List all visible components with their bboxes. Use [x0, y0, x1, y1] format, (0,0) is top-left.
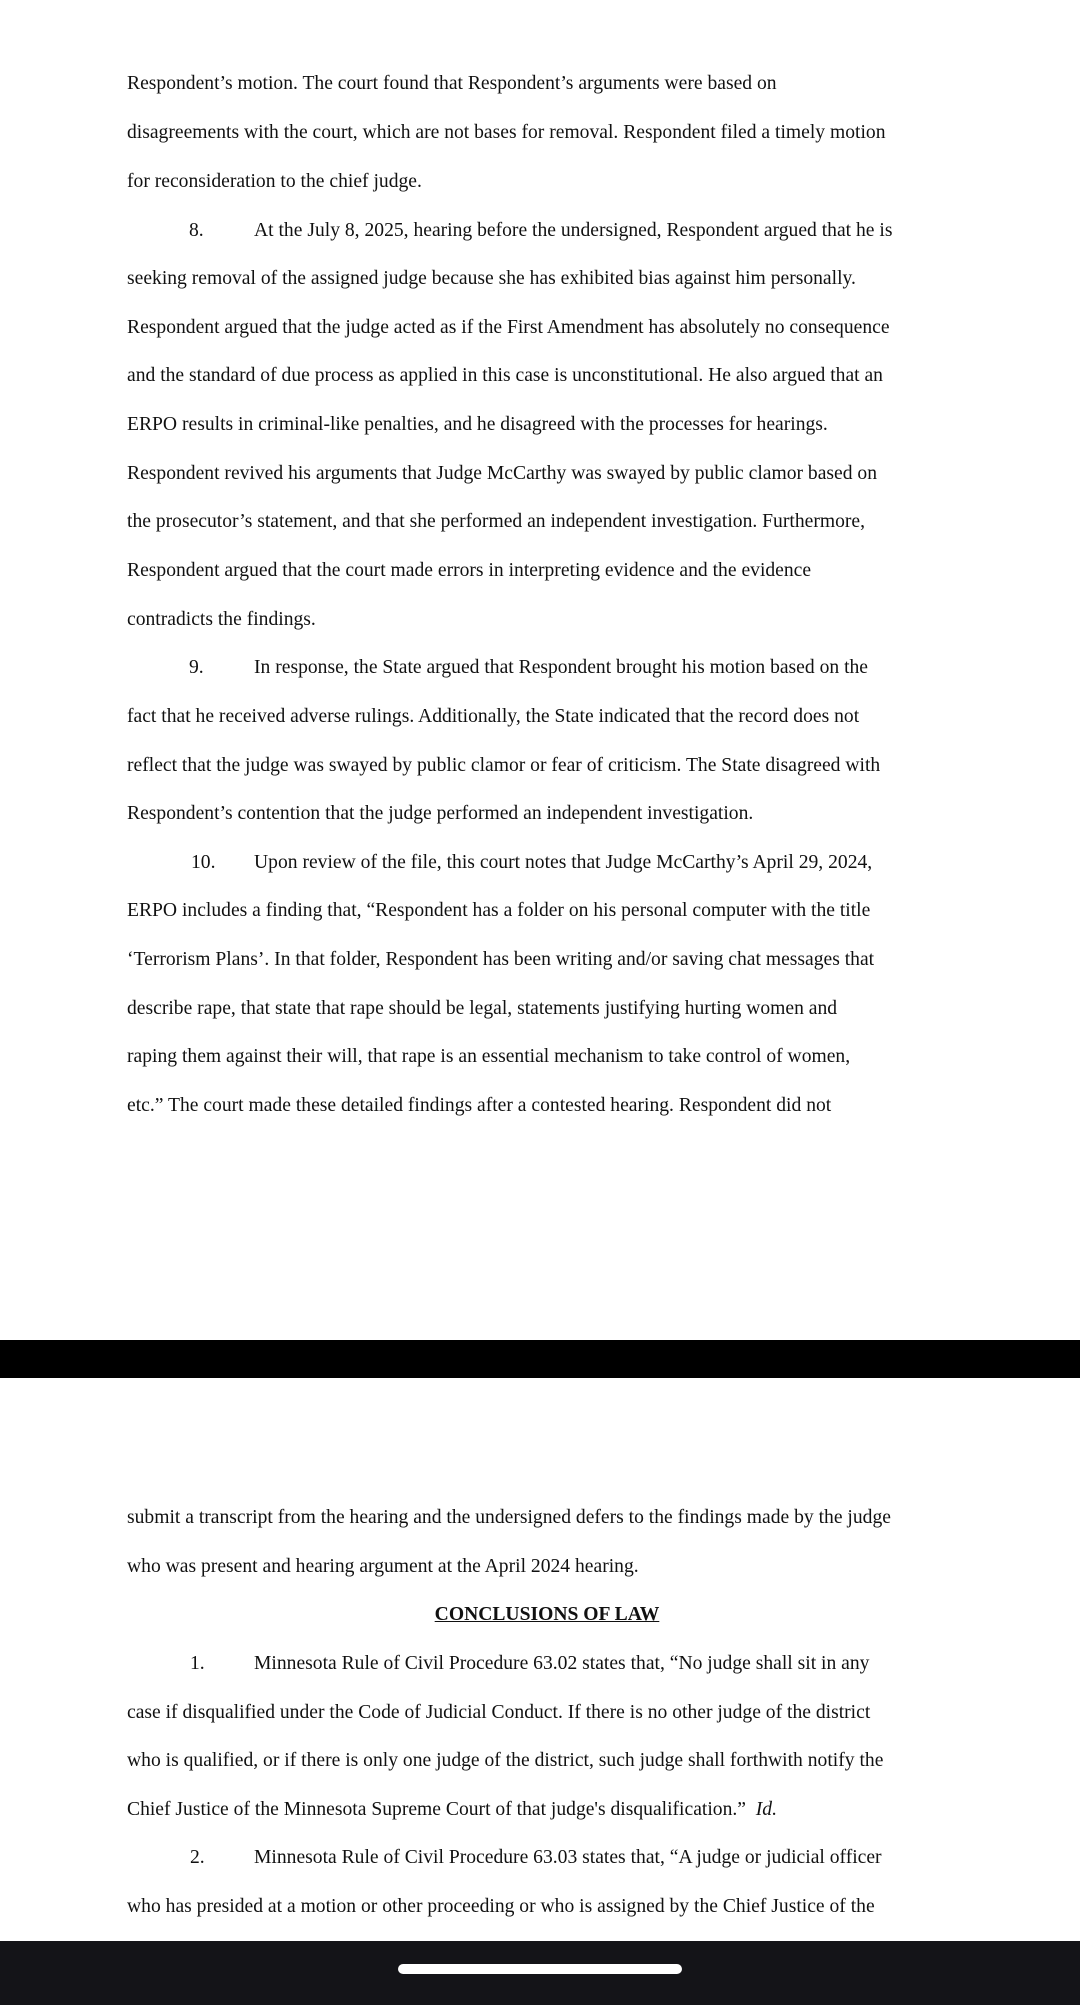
- text-line: raping them against their will, that rape is an essential mechanism to take control of women,: [127, 1046, 851, 1067]
- text-line: In response, the State argued that Respondent brought his motion based on the: [254, 657, 869, 678]
- text-line: and the standard of due process as applied in this case is unconstitutional. He also argued that an: [127, 365, 883, 386]
- text-line: Respondent revived his arguments that Judge McCarthy was swayed by public clamor based on: [127, 463, 878, 484]
- text-line: At the July 8, 2025, hearing before the undersigned, Respondent argued that he is: [254, 220, 893, 241]
- text-line: ‘Terrorism Plans’. In that folder, Respondent has been writing and/or saving chat messages that: [127, 949, 875, 970]
- text-line: who has presided at a motion or other proceeding or who is assigned by the Chief Justice of the: [127, 1896, 875, 1917]
- home-indicator[interactable]: [398, 1964, 682, 1974]
- text-line: ERPO includes a finding that, “Respondent has a folder on his personal computer with the title: [127, 900, 871, 921]
- text-line: the prosecutor’s statement, and that she performed an independent investigation. Furthermore,: [127, 511, 865, 532]
- text-line: submit a transcript from the hearing and the undersigned defers to the findings made by the judge: [127, 1507, 891, 1528]
- section-heading: CONCLUSIONS OF LAW: [434, 1604, 660, 1625]
- text-line: describe rape, that state that rape should be legal, statements justifying hurting women and: [127, 998, 838, 1019]
- page-break-divider: [0, 1340, 1080, 1378]
- text-line: Respondent argued that the court made errors in interpreting evidence and the evidence: [127, 560, 812, 581]
- paragraph-number: 1.: [190, 1653, 205, 1674]
- text-line: Minnesota Rule of Civil Procedure 63.03 states that, “A judge or judicial officer: [254, 1847, 882, 1868]
- text-line-content: Chief Justice of the Minnesota Supreme Court of that judge's disqualification.”: [127, 1799, 746, 1820]
- text-line: who is qualified, or if there is only one judge of the district, such judge shall forthwith notify the: [127, 1750, 884, 1771]
- text-line: Respondent argued that the judge acted as if the First Amendment has absolutely no consequence: [127, 317, 890, 338]
- text-line: [127, 1798, 777, 1822]
- citation: Id.: [755, 1799, 778, 1820]
- paragraph-number: 10.: [191, 852, 216, 873]
- text-line: fact that he received adverse rulings. Additionally, the State indicated that the record does not: [127, 706, 860, 727]
- text-line: reflect that the judge was swayed by public clamor or fear of criticism. The State disagreed with: [127, 755, 881, 776]
- text-line: Respondent’s contention that the judge performed an independent investigation.: [127, 803, 754, 824]
- text-line: Respondent’s motion. The court found that Respondent’s arguments were based on: [127, 73, 777, 94]
- text-line: Minnesota Rule of Civil Procedure 63.02 states that, “No judge shall sit in any: [254, 1653, 870, 1674]
- text-line: ERPO results in criminal-like penalties, and he disagreed with the processes for hearings.: [127, 414, 828, 435]
- text-line: contradicts the findings.: [127, 609, 316, 630]
- paragraph-number: 8.: [189, 220, 204, 241]
- text-line: Upon review of the file, this court notes that Judge McCarthy’s April 29, 2024,: [254, 852, 873, 873]
- text-line: etc.” The court made these detailed findings after a contested hearing. Respondent did not: [127, 1095, 832, 1116]
- text-line: seeking removal of the assigned judge because she has exhibited bias against him personally.: [127, 268, 856, 289]
- paragraph-number: 2.: [190, 1847, 205, 1868]
- text-line: who was present and hearing argument at the April 2024 hearing.: [127, 1556, 639, 1577]
- text-line: for reconsideration to the chief judge.: [127, 171, 422, 192]
- text-line: disagreements with the court, which are not bases for removal. Respondent filed a timely motion: [127, 122, 886, 143]
- paragraph-number: 9.: [189, 657, 204, 678]
- text-line: case if disqualified under the Code of Judicial Conduct. If there is no other judge of the district: [127, 1702, 871, 1723]
